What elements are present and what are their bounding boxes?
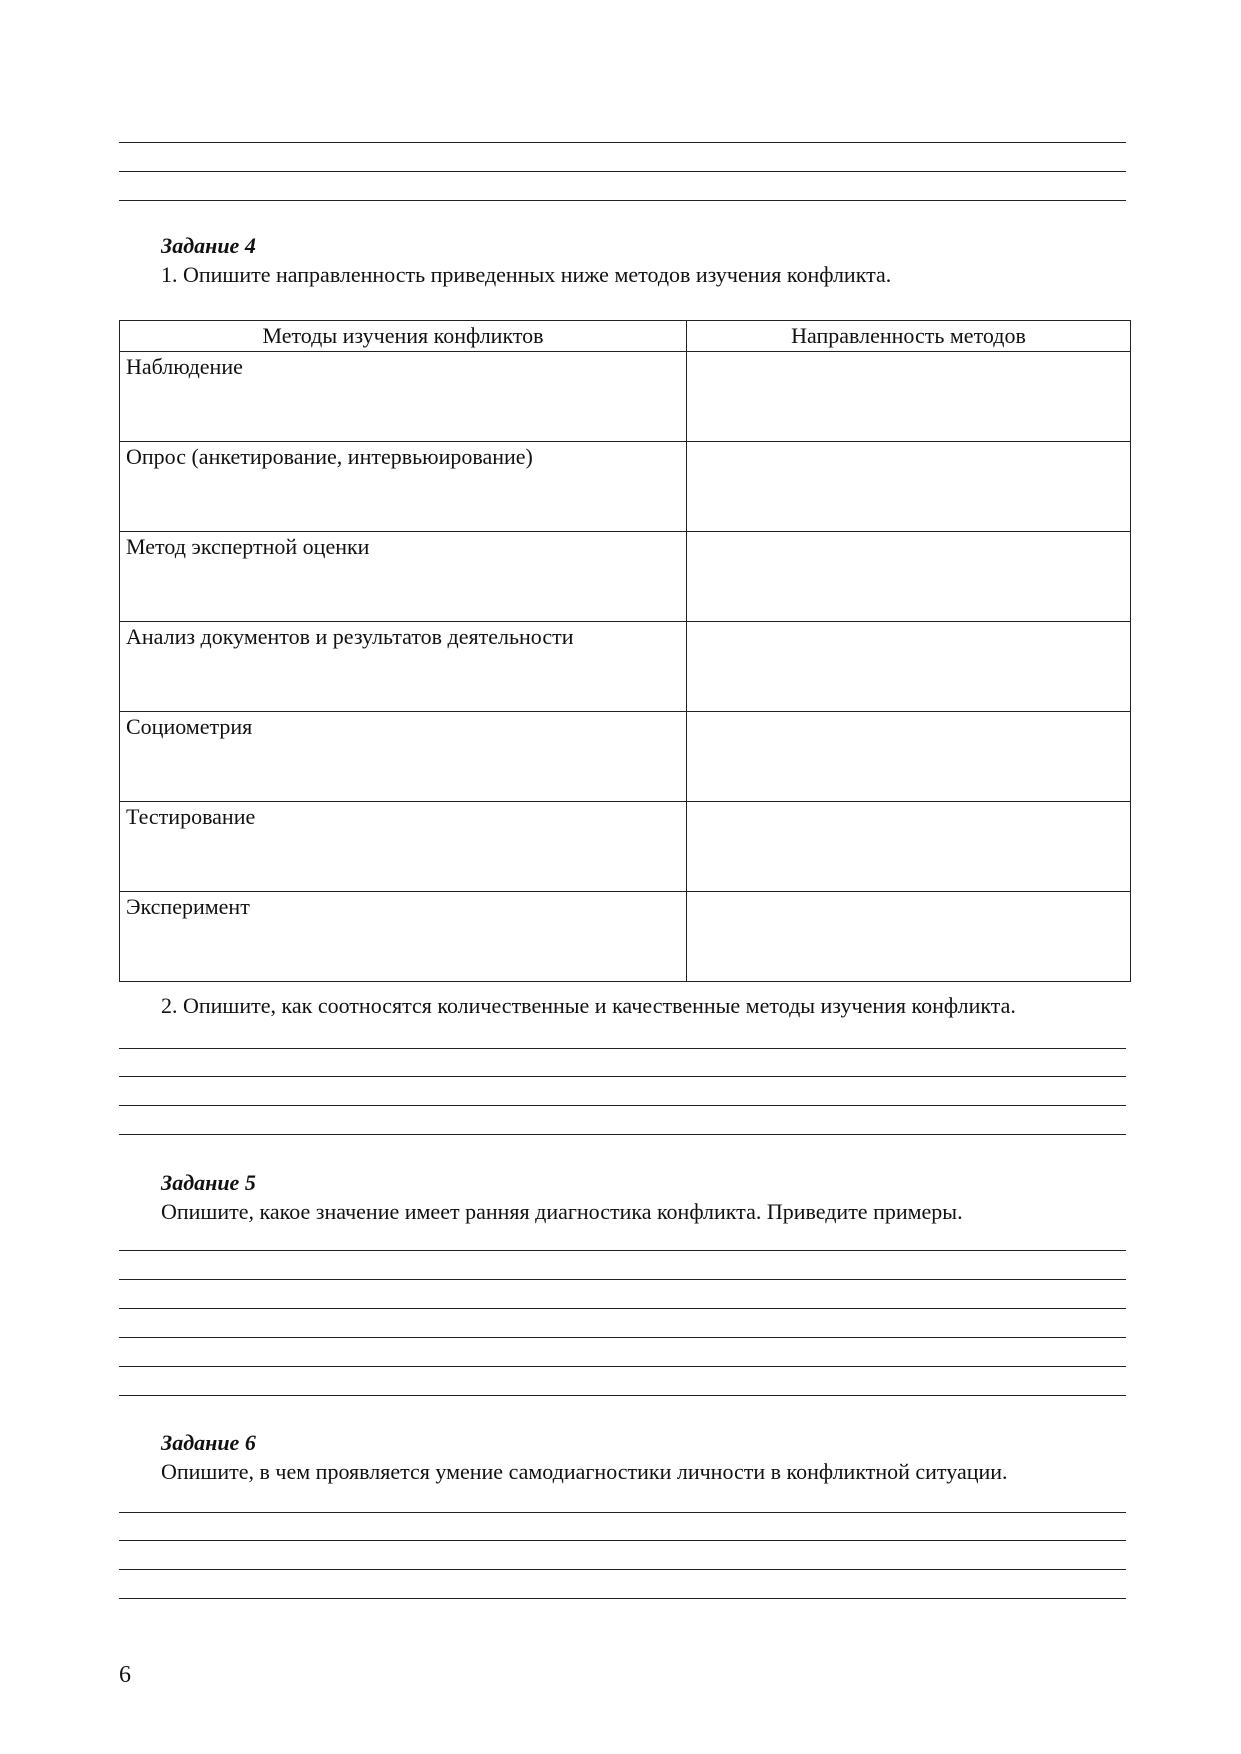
answer-line[interactable] [119,1540,1126,1541]
table-row [120,892,1131,982]
page-number: 6 [119,1662,131,1688]
answer-line[interactable] [119,1048,1126,1049]
answer-line[interactable] [119,1395,1126,1396]
answer-line[interactable] [119,1598,1126,1599]
answer-line[interactable] [119,142,1126,143]
direction-cell[interactable] [687,712,1131,802]
method-cell: Тестирование [120,802,687,892]
answer-line[interactable] [119,1366,1126,1367]
task5-title: Задание 5 [161,1170,256,1195]
task5-text: Опишите, какое значение имеет ранняя диагностика конфликта. Приведите примеры. [161,1199,963,1224]
table-row [120,352,1131,442]
task4-question2: 2. Опишите, как соотносятся количественные и качественные методы изучения конфликта. [161,993,1016,1018]
answer-line[interactable] [119,1250,1126,1251]
task6-title: Задание 6 [161,1430,256,1455]
answer-line[interactable] [119,1105,1126,1106]
table-header-direction: Направленность методов [687,321,1131,352]
table-row [120,712,1131,802]
answer-line[interactable] [119,1337,1126,1338]
answer-line[interactable] [119,1569,1126,1570]
answer-line[interactable] [119,171,1126,172]
direction-cell[interactable] [687,442,1131,532]
answer-line[interactable] [119,1279,1126,1280]
direction-cell[interactable] [687,352,1131,442]
direction-cell[interactable] [687,892,1131,982]
task6-text: Опишите, в чем проявляется умение самодиагностики личности в конфликтной ситуации. [161,1459,1008,1484]
table-row [120,802,1131,892]
answer-line[interactable] [119,200,1126,201]
answer-line[interactable] [119,1134,1126,1135]
task4-question1: 1. Опишите направленность приведенных ниже методов изучения конфликта. [161,262,892,287]
table-row [120,622,1131,712]
table-header-row [120,321,1131,352]
method-cell: Опрос (анкетирование, интервьюирование) [120,442,687,532]
table-row [120,532,1131,622]
method-cell: Метод экспертной оценки [120,532,687,622]
method-cell: Анализ документов и результатов деятельности [120,622,687,712]
method-cell: Социометрия [120,712,687,802]
answer-line[interactable] [119,1512,1126,1513]
direction-cell[interactable] [687,622,1131,712]
method-cell: Эксперимент [120,892,687,982]
direction-cell[interactable] [687,802,1131,892]
methods-table [119,320,1131,982]
answer-line[interactable] [119,1308,1126,1309]
task4-title: Задание 4 [161,233,256,258]
table-row [120,442,1131,532]
answer-line[interactable] [119,1076,1126,1077]
method-cell: Наблюдение [120,352,687,442]
table-header-methods: Методы изучения конфликтов [120,321,687,352]
direction-cell[interactable] [687,532,1131,622]
